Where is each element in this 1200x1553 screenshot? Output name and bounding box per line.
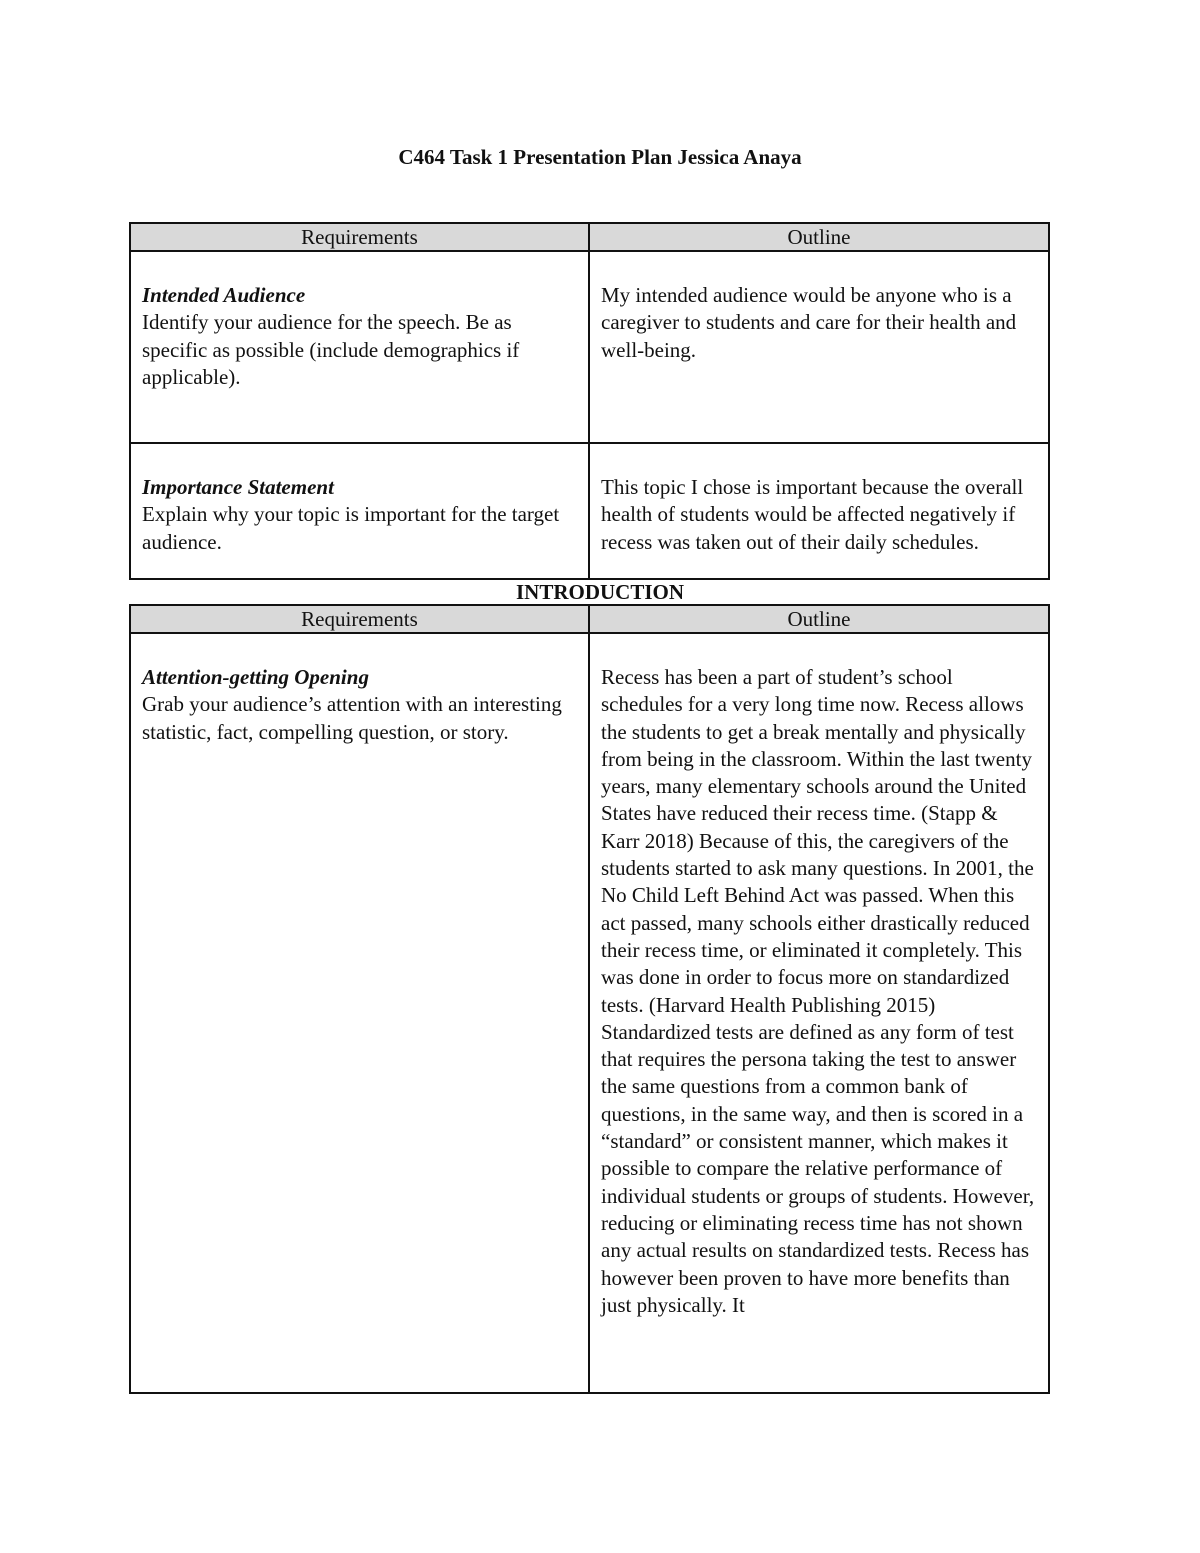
requirement-cell bbox=[130, 443, 589, 579]
requirement-label: Importance Statement bbox=[142, 475, 334, 499]
outline-cell bbox=[589, 251, 1049, 443]
plan-table bbox=[129, 222, 1050, 580]
introduction-table bbox=[129, 604, 1050, 1394]
requirement-instructions: Explain why your topic is important for the target audience. bbox=[142, 502, 560, 554]
outline-text: Recess has been a part of student’s school schedules for a very long time now. Recess allows the students to get a break mentally and physically from being in the classroom. Within the last twenty years, many elementary schools around the United States have reduced their recess time. (Stapp & Karr 2018) Because of this, the caregivers of the students started to ask many questions. In 2001, the No Child Left Behind Act was passed. When this act passed, many schools either drastically reduced their recess time, or eliminated it completely. This was done in order to focus more on standardized tests. (Harvard Health Publishing 2015) Standardized tests are defined as any form of test that requires the persona taking the test to answer the same questions from a common bank of questions, in the same way, and then is scored in a “standard” or consistent manner, which makes it possible to compare the relative performance of individual students or groups of students. However, reducing or eliminating recess time has not shown any actual results on standardized tests. Recess has however been proven to have more benefits than just physically. It bbox=[601, 665, 1035, 1317]
table-row bbox=[130, 633, 1049, 1393]
table-header-row bbox=[130, 223, 1049, 251]
requirement-label: Attention-getting Opening bbox=[142, 665, 369, 689]
requirements-header: Requirements bbox=[130, 605, 589, 633]
outline-text: This topic I chose is important because the overall health of students would be affected negatively if recess was taken out of their daily schedules. bbox=[601, 475, 1024, 554]
requirement-instructions: Grab your audience’s attention with an interesting statistic, fact, compelling question, or story. bbox=[142, 692, 562, 744]
table-row bbox=[130, 251, 1049, 443]
table-header-row bbox=[130, 605, 1049, 633]
introduction-heading: INTRODUCTION bbox=[515, 580, 685, 604]
requirements-header: Requirements bbox=[130, 223, 589, 251]
outline-cell bbox=[589, 633, 1049, 1393]
document-title: C464 Task 1 Presentation Plan Jessica Anaya bbox=[398, 145, 802, 169]
outline-text: My intended audience would be anyone who is a caregiver to students and care for their health and well-being. bbox=[601, 283, 1017, 362]
outline-cell bbox=[589, 443, 1049, 579]
requirement-cell bbox=[130, 633, 589, 1393]
requirement-instructions: Identify your audience for the speech. Be as specific as possible (include demographics if applicable). bbox=[142, 310, 520, 389]
requirement-cell bbox=[130, 251, 589, 443]
requirement-label: Intended Audience bbox=[142, 283, 306, 307]
outline-header: Outline bbox=[589, 223, 1049, 251]
table-row bbox=[130, 443, 1049, 579]
outline-header: Outline bbox=[589, 605, 1049, 633]
